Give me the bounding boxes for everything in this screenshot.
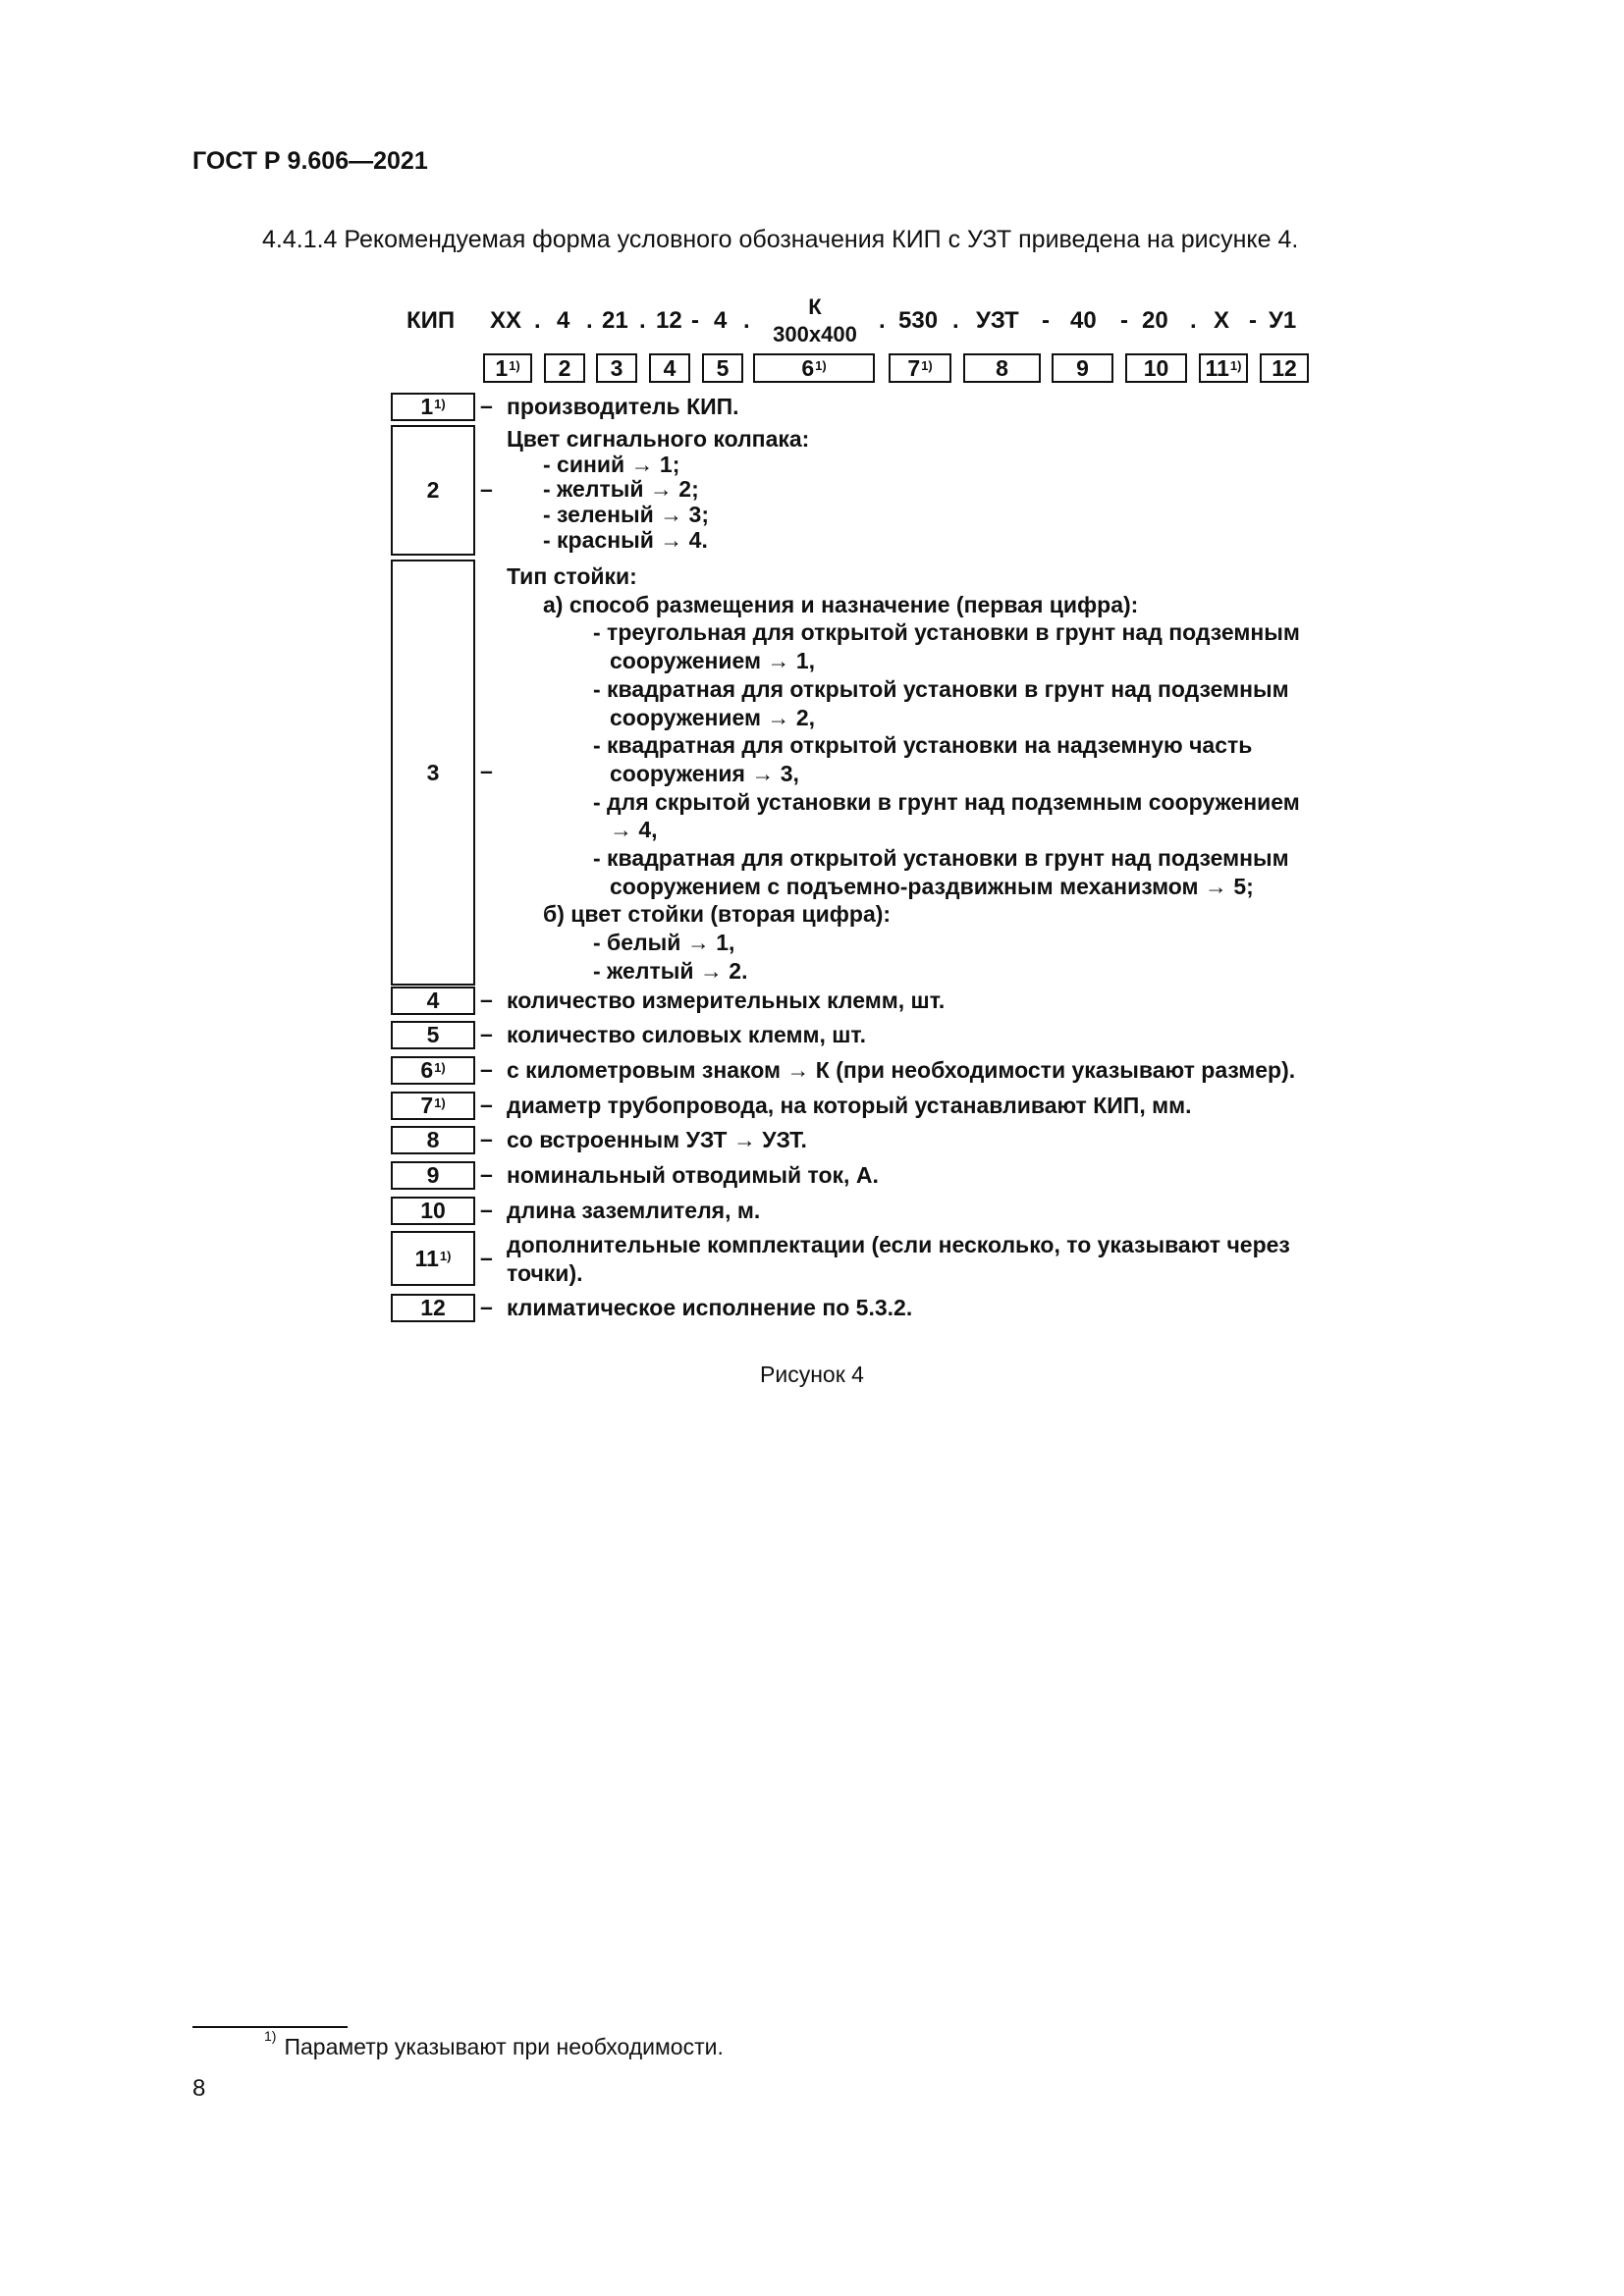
position-box-10: 10: [1125, 353, 1187, 383]
code-xx: XX: [490, 307, 522, 334]
code-21: 21: [602, 307, 628, 334]
legend-line: - синий → 1;: [543, 451, 680, 477]
position-box-5: 5: [702, 353, 743, 383]
legend-line: дополнительные комплектации (если несколько, то указывают через: [507, 1232, 1290, 1257]
legend-box-1: 1 $^{1)}$: [391, 393, 475, 421]
legend-line: Тип стойки:: [507, 563, 637, 589]
legend-box-7: 7 $^{1)}$: [391, 1092, 475, 1120]
legend-text-12: климатическое исполнение по 5.3.2.: [507, 1295, 913, 1320]
page-number: 8: [192, 2075, 206, 2102]
legend-dash: –: [480, 1021, 493, 1046]
code-4b: 4: [714, 307, 728, 334]
code-dot: .: [952, 307, 959, 334]
legend-line: - желтый → 2;: [543, 476, 699, 503]
code-dash: -: [691, 307, 699, 334]
footnote: [263, 2028, 724, 2060]
code-x: Х: [1214, 307, 1230, 334]
code-20: 20: [1142, 307, 1168, 334]
legend-text-1: производитель КИП.: [507, 394, 739, 419]
code-dot: .: [639, 307, 646, 334]
legend-text-8: со встроенным УЗТ → УЗТ.: [507, 1127, 807, 1152]
legend-line: сооружения → 3,: [610, 760, 799, 786]
footnote-text: Параметр указывают при необходимости.: [284, 2034, 724, 2059]
legend-text-6: с километровым знаком → К (при необходимости указывают размер).: [507, 1057, 1296, 1083]
legend-line: сооружением → 1,: [610, 648, 815, 674]
legend-text-9: номинальный отводимый ток, А.: [507, 1162, 879, 1188]
figure-caption: Рисунок 4: [760, 1362, 864, 1387]
legend-text-3: [507, 562, 1300, 986]
legend-line: - красный → 4.: [543, 526, 708, 553]
legend-box-10: 10: [391, 1197, 475, 1225]
code-dash: -: [1042, 307, 1050, 334]
legend-text-7: диаметр трубопровода, на который устанавливают КИП, мм.: [507, 1093, 1192, 1118]
legend-box-12: 12: [391, 1294, 475, 1322]
position-box-6: 6 $^{1)}$: [753, 353, 875, 383]
position-box-1: 1 $^{1)}$: [483, 353, 532, 383]
legend-line: точки).: [507, 1259, 583, 1286]
code-dot: .: [879, 307, 886, 334]
code-dot: .: [586, 307, 593, 334]
legend-line: - желтый → 2.: [593, 957, 748, 984]
legend-dash: –: [480, 1197, 493, 1222]
code-40: 40: [1070, 307, 1097, 334]
legend-line: - зеленый → 3;: [543, 502, 709, 528]
legend-line: а) способ размещения и назначение (первая цифра):: [543, 591, 1139, 617]
legend-line: - квадратная для открытой установки в грунт над подземным: [593, 675, 1289, 702]
legend-dash: –: [480, 1161, 493, 1187]
position-box-7: 7 $^{1)}$: [889, 353, 951, 383]
code-dot: .: [743, 307, 750, 334]
legend-box-4: 4: [391, 987, 475, 1015]
legend-dash: –: [480, 1092, 493, 1117]
code-kip: КИП: [406, 307, 456, 334]
legend-line: б) цвет стойки (вторая цифра):: [543, 901, 892, 928]
intro-paragraph: 4.4.1.4 Рекомендуемая форма условного обозначения КИП с УЗТ приведена на рисунке 4.: [262, 226, 1299, 253]
legend-text-11: [507, 1231, 1290, 1287]
code-530: 530: [898, 307, 939, 334]
legend-dash: –: [480, 758, 493, 783]
legend-box-2: 2: [391, 425, 475, 556]
legend-dash: –: [480, 393, 493, 418]
legend-dash: –: [480, 1056, 493, 1082]
legend-box-3: 3: [391, 560, 475, 986]
footnote-mark: 1): [264, 2028, 277, 2044]
code-12: 12: [656, 307, 682, 334]
position-box-8: 8: [963, 353, 1041, 383]
legend-line: - белый → 1,: [593, 930, 735, 956]
legend-dash: –: [480, 1126, 493, 1151]
code-k-size: 300х400: [773, 322, 857, 347]
code-dash: -: [1120, 307, 1128, 334]
code-u1: У1: [1269, 307, 1297, 334]
position-box-2: 2: [544, 353, 585, 383]
legend-dash: –: [480, 1294, 493, 1319]
position-box-4: 4: [649, 353, 690, 383]
position-box-3: 3: [596, 353, 637, 383]
legend-box-8: 8: [391, 1126, 475, 1154]
legend-text-10: длина заземлителя, м.: [507, 1198, 761, 1223]
legend-line: → 4,: [610, 817, 658, 843]
code-dot: .: [534, 307, 541, 334]
legend-box-9: 9: [391, 1161, 475, 1190]
legend-line: - квадратная для открытой установки в грунт над подземным: [593, 845, 1289, 872]
position-box-11: 11 $^{1)}$: [1199, 353, 1248, 383]
legend-line: Цвет сигнального колпака:: [507, 426, 810, 452]
legend-text-5: количество силовых клемм, шт.: [507, 1022, 867, 1047]
code-k: К: [808, 294, 822, 319]
legend-dash: –: [480, 1245, 493, 1270]
legend-box-11: 11 $^{1)}$: [391, 1231, 475, 1286]
document-header: ГОСТ Р 9.606—2021: [192, 147, 428, 175]
code-4: 4: [557, 307, 570, 334]
position-box-12: 12: [1260, 353, 1309, 383]
code-dash: -: [1249, 307, 1257, 334]
code-dot: .: [1190, 307, 1197, 334]
legend-line: сооружением с подъемно-раздвижным механизмом → 5;: [610, 873, 1254, 899]
legend-box-6: 6 $^{1)}$: [391, 1056, 475, 1085]
legend-line: сооружением → 2,: [610, 704, 815, 730]
legend-line: - для скрытой установки в грунт над подземным сооружением: [593, 788, 1300, 815]
legend-dash: –: [480, 476, 493, 502]
legend-text-2: [507, 425, 809, 555]
legend-text-4: количество измерительных клемм, шт.: [507, 988, 946, 1013]
legend-box-5: 5: [391, 1021, 475, 1049]
legend-dash: –: [480, 987, 493, 1012]
code-uzt: УЗТ: [976, 307, 1019, 334]
legend-line: - треугольная для открытой установки в грунт над подземным: [593, 619, 1300, 646]
legend-line: - квадратная для открытой установки на надземную часть: [593, 732, 1253, 759]
position-box-9: 9: [1052, 353, 1113, 383]
